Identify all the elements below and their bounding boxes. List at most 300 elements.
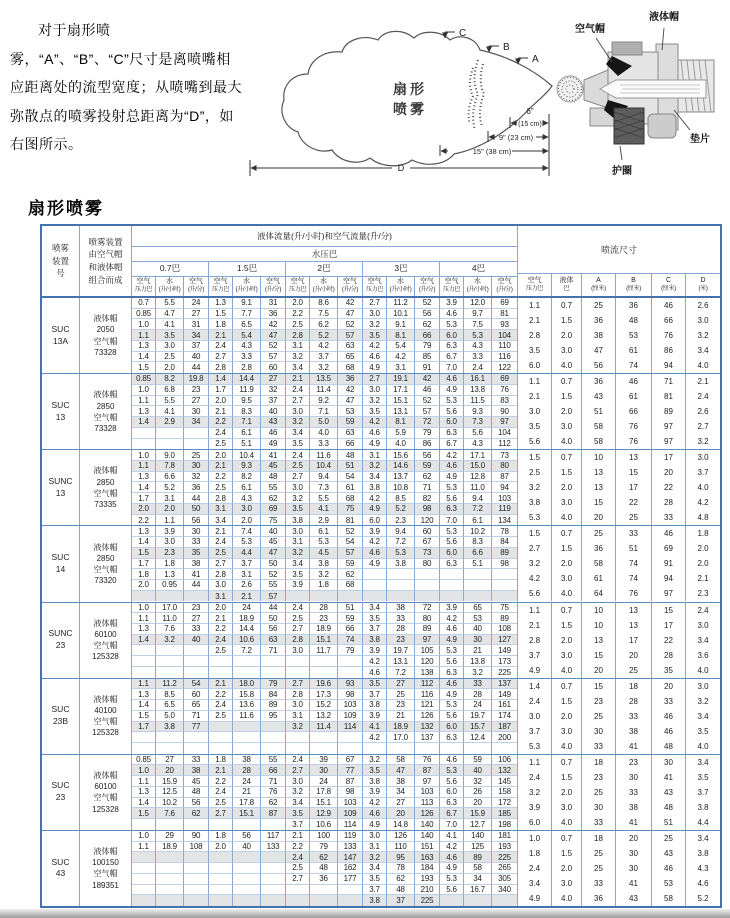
flow-subcol-header: 空气 (升/分) (415, 277, 440, 296)
flow-cell: 5.3 (233, 537, 261, 548)
flow-cell: 3.9 (440, 298, 464, 309)
jet-cell: 25 (582, 846, 616, 861)
flow-cell: 90 (492, 406, 517, 417)
jet-size-grid (517, 831, 720, 906)
flow-cell: 1.1 (132, 330, 156, 341)
flow-cell (261, 667, 286, 678)
device-number: SUC 13A (42, 298, 80, 373)
flow-cell (132, 656, 156, 667)
flow-cell (209, 722, 233, 733)
jet-cell: 2.4 (518, 861, 552, 876)
flow-cell: 23 (387, 700, 415, 711)
flow-cell: 13.1 (387, 656, 415, 667)
jet-cell: 13 (582, 633, 616, 648)
flow-cell: 13.5 (310, 374, 338, 385)
flow-cell: 18.9 (387, 722, 415, 733)
jet-cell: 3.2 (518, 556, 552, 571)
flow-cell: 38 (184, 765, 209, 776)
flow-cell: 3.4 (363, 472, 387, 483)
jet-cell: 58 (652, 891, 686, 906)
flow-cell: 27 (156, 755, 184, 766)
flow-cell: 1.3 (132, 472, 156, 483)
flow-cell: 158 (492, 787, 517, 798)
flow-cell: 3.5 (286, 808, 310, 819)
jet-cell: 30 (616, 861, 652, 876)
flow-cell: 20 (156, 765, 184, 776)
flow-cell: 2.1 (209, 679, 233, 690)
flow-cell: 42 (261, 319, 286, 330)
flow-cell: 3.4 (286, 798, 310, 809)
flow-cell: 8.1 (387, 330, 415, 341)
jet-cell: 3.4 (518, 876, 552, 891)
jet-cell: 3.8 (697, 802, 709, 812)
flow-cell: 59 (338, 613, 363, 624)
jet-cell: 58 (582, 556, 616, 571)
jet-cell: 4.0 (552, 891, 582, 906)
flow-cell: 48 (184, 787, 209, 798)
flow-cell: 19.1 (387, 374, 415, 385)
flow-cell: 7.7 (233, 309, 261, 320)
jet-cell: 10 (582, 618, 616, 633)
flow-cell: 80 (415, 613, 440, 624)
jet-cell: 0.7 (552, 374, 582, 389)
jet-cell: 46 (652, 861, 686, 876)
flow-cell: 62 (261, 493, 286, 504)
flow-cell: 7.0 (440, 819, 464, 830)
flow-cell: 163 (415, 852, 440, 863)
flow-cell: 1.4 (132, 482, 156, 493)
jet-cell: 3.5 (697, 726, 709, 736)
flow-cell: 2.7 (286, 624, 310, 635)
jet-cell: 3.7 (518, 648, 552, 663)
flow-cell: 1.8 (209, 831, 233, 842)
flow-header-block (132, 226, 517, 296)
flow-cell (233, 895, 261, 906)
jet-cell: 3.0 (552, 571, 582, 586)
flow-cell: 3.5 (363, 765, 387, 776)
flow-cell: 106 (492, 755, 517, 766)
jet-cell: 15 (582, 648, 616, 663)
jet-cell: 2.5 (518, 465, 552, 480)
flow-cell: 56 (415, 450, 440, 461)
flow-cell: 17.8 (310, 787, 338, 798)
flow-cell: 2.5 (286, 613, 310, 624)
flow-cell: 198 (498, 820, 511, 829)
flow-cell: 0.85 (132, 755, 156, 766)
flow-cell: 2.8 (233, 362, 261, 373)
spray-region-label-line1: 扇形 (393, 81, 427, 97)
jet-cell: 76 (616, 586, 652, 601)
flow-cell: 19.6 (310, 679, 338, 690)
page-title: 扇形喷雾 (28, 199, 104, 218)
flow-cell (464, 743, 492, 754)
flow-cell (363, 591, 387, 602)
flow-cell: 1.3 (132, 689, 156, 700)
jet-cell: 22 (652, 480, 686, 495)
flow-cell: 13.8 (464, 656, 492, 667)
flow-cell: 4.2 (387, 352, 415, 363)
jet-cell: 61 (616, 389, 652, 404)
flow-cell: 3.4 (286, 428, 310, 439)
jet-cell: 22 (616, 495, 652, 510)
flow-cell: 2.0 (156, 362, 184, 373)
jet-cell: 0.7 (552, 755, 582, 770)
flow-cell: 1.3 (209, 298, 233, 309)
flow-cell (132, 667, 156, 678)
flow-cell (233, 722, 261, 733)
flow-cell: 4.9 (363, 819, 387, 830)
flow-cell: 73 (415, 548, 440, 559)
flow-cell: 7.1 (233, 417, 261, 428)
flow-cell: 44 (261, 603, 286, 614)
flow-cell: 3.4 (286, 362, 310, 373)
jet-cell: 23 (582, 694, 616, 709)
flow-cell (492, 580, 517, 591)
flow-cell: 54 (338, 537, 363, 548)
jet-cell: 1.5 (552, 770, 582, 785)
flow-cell: 1.8 (209, 319, 233, 330)
flow-cell: 4.9 (440, 385, 464, 396)
flow-cell (338, 656, 363, 667)
flow-cell: 8.3 (464, 537, 492, 548)
flow-cell (233, 667, 261, 678)
jet-cell: 5.2 (697, 893, 709, 903)
flow-cell: 46 (261, 428, 286, 439)
spray-device-group (42, 298, 720, 374)
flow-cell: 81 (492, 309, 517, 320)
flow-cell (132, 863, 156, 874)
flow-cell: 6.0 (440, 722, 464, 733)
jet-cell: 30 (616, 846, 652, 861)
jet-size-grid (517, 374, 720, 449)
flow-cell (310, 885, 338, 896)
flow-cell: 184 (415, 863, 440, 874)
jet-cell: 3.8 (518, 495, 552, 510)
jet-cell: 1.8 (518, 846, 552, 861)
flow-cell: 95 (261, 711, 286, 722)
spray-cloud-outline (282, 31, 552, 165)
jet-cell: 2.0 (552, 709, 582, 724)
flow-cell: 5.5 (156, 396, 184, 407)
flow-cell: 3.9 (156, 526, 184, 537)
flow-cell (310, 667, 338, 678)
flow-cell: 3.0 (363, 309, 387, 320)
flow-cell (233, 656, 261, 667)
jet-cell: 4.6 (697, 878, 709, 888)
jet-cell: 1.5 (552, 465, 582, 480)
flow-cell: 57 (415, 406, 440, 417)
flow-cell: 6.7 (440, 808, 464, 819)
flow-cell: 0.95 (156, 580, 184, 591)
flow-cell: 45 (261, 537, 286, 548)
flow-cell: 87 (415, 765, 440, 776)
flow-cell: 68 (338, 362, 363, 373)
flow-cell: 225 (492, 852, 517, 863)
flow-cell: 104 (492, 330, 517, 341)
flow-cell: 2.5 (209, 439, 233, 450)
jet-cell: 13 (616, 618, 652, 633)
jet-cell: 1.0 (518, 831, 552, 846)
flow-cell: 3.2 (310, 362, 338, 373)
device-number: SUC 43 (42, 831, 80, 906)
flow-cell: 80 (415, 559, 440, 570)
flow-cell: 68 (338, 580, 363, 591)
jet-cell: 4.0 (552, 586, 582, 601)
flow-cell: 4.2 (440, 450, 464, 461)
flow-cell: 56 (261, 624, 286, 635)
flow-cell: 4.9 (440, 472, 464, 483)
flow-cell: 3.3 (464, 352, 492, 363)
flow-cell: 85 (415, 352, 440, 363)
flow-cell: 56 (184, 798, 209, 809)
flow-cell: 138 (415, 667, 440, 678)
flow-cell: 132 (492, 765, 517, 776)
flow-cell: 5.1 (233, 439, 261, 450)
flow-grid (132, 298, 517, 373)
flow-cell: 0.85 (132, 374, 156, 385)
flow-cell: 3.2 (310, 569, 338, 580)
jet-cell: 76 (652, 328, 686, 343)
flow-cell: 2.1 (209, 406, 233, 417)
dim-15cm-label: (15 cm) (518, 121, 542, 128)
flow-cell: 3.0 (363, 385, 387, 396)
flow-cell: 3.8 (156, 722, 184, 733)
flow-cell: 58 (464, 863, 492, 874)
flow-cell: 10.4 (233, 450, 261, 461)
jet-cell: 71 (652, 374, 686, 389)
flow-cell: 108 (184, 842, 209, 853)
cap-assembly: 液体帽 2850 空气帽 73328 (80, 374, 132, 449)
flow-cell: 4.6 (363, 667, 387, 678)
flow-cell: 4.6 (440, 679, 464, 690)
flow-cell: 15.1 (310, 635, 338, 646)
jet-cell: 4.2 (518, 571, 552, 586)
flow-cell: 7.6 (156, 624, 184, 635)
jet-cell: 3.5 (518, 419, 552, 434)
flow-cell: 97 (492, 417, 517, 428)
flow-subcol-header: 空气 (升/分) (261, 277, 286, 296)
flow-cell (132, 874, 156, 885)
flow-cell: 5.3 (310, 537, 338, 548)
flow-cell: 87 (261, 808, 286, 819)
flow-cell (286, 895, 310, 906)
flow-cell: 2.0 (209, 842, 233, 853)
flow-cell: 15.6 (387, 450, 415, 461)
flow-cell: 5.4 (233, 330, 261, 341)
flow-cell: 4.7 (156, 309, 184, 320)
flow-cell: 1.1 (132, 842, 156, 853)
flow-cell: 91 (415, 362, 440, 373)
flow-cell: 2.7 (363, 298, 387, 309)
jet-cell: 64 (582, 586, 616, 601)
flow-cell: 1.3 (132, 624, 156, 635)
flow-cell: 149 (492, 645, 517, 656)
flow-cell: 33 (184, 755, 209, 766)
flow-cell: 6.0 (440, 330, 464, 341)
flow-cell: 3.1 (286, 537, 310, 548)
flow-cell: 11.9 (233, 385, 261, 396)
flow-cell: 13.7 (387, 472, 415, 483)
jet-cell: 3.0 (552, 876, 582, 891)
flow-cell: 3.5 (363, 330, 387, 341)
flow-cell (464, 580, 492, 591)
jet-cell: 0.7 (552, 298, 582, 313)
flow-cell: 71 (261, 776, 286, 787)
flow-cell: 1.7 (132, 493, 156, 504)
flow-cell: 2.0 (233, 515, 261, 526)
flow-cell (440, 580, 464, 591)
flow-cell (156, 428, 184, 439)
flow-cell: 65 (184, 700, 209, 711)
flow-cell (184, 656, 209, 667)
flow-cell: 11.6 (310, 450, 338, 461)
jet-cell: 58 (582, 434, 616, 449)
jet-cell: 15 (582, 679, 616, 694)
flow-cell (156, 885, 184, 896)
jet-cell: 51 (582, 404, 616, 419)
jet-cell: 3.7 (518, 724, 552, 739)
jet-cell: 28 (652, 648, 686, 663)
flow-cell: 1.3 (132, 787, 156, 798)
jet-cell: 23 (582, 770, 616, 785)
flow-cell: 133 (261, 842, 286, 853)
jet-cell: 20 (616, 831, 652, 846)
flow-cell (233, 743, 261, 754)
flow-cell: 18.9 (156, 842, 184, 853)
flow-cell: 3.4 (209, 515, 233, 526)
jet-cell: 3.0 (697, 681, 709, 691)
jet-cell: 41 (616, 876, 652, 891)
flow-cell: 2.1 (209, 526, 233, 537)
jet-size-grid (517, 526, 720, 601)
flow-cell: 2.4 (209, 341, 233, 352)
flow-cell: 3.5 (156, 330, 184, 341)
jet-cell: 46 (652, 724, 686, 739)
flow-cell: 2.5 (286, 319, 310, 330)
flow-cell: 3.0 (156, 341, 184, 352)
flow-cell (184, 428, 209, 439)
flow-cell: 3.2 (286, 493, 310, 504)
pressure-group-row (132, 262, 517, 277)
flow-cell: 8.5 (156, 689, 184, 700)
jet-cell: 3.0 (518, 709, 552, 724)
flow-cell: 5.9 (387, 428, 415, 439)
flow-cell: 1.4 (132, 635, 156, 646)
flow-cell: 4.2 (363, 732, 387, 743)
jet-cell: 30 (582, 724, 616, 739)
flow-subcol-header: 水 (升/小时) (233, 277, 261, 296)
flow-cell: 69 (261, 504, 286, 515)
flow-cell: 12.9 (310, 808, 338, 819)
flow-cell: 11.5 (464, 396, 492, 407)
flow-cell: 6.0 (440, 787, 464, 798)
flow-cell (338, 895, 363, 906)
flow-cell: 15.1 (387, 396, 415, 407)
flow-cell: 73 (492, 450, 517, 461)
flow-cell: 9.0 (156, 450, 184, 461)
flow-cell: 69 (492, 298, 517, 309)
jet-cell: 5.3 (518, 739, 552, 754)
flow-cell: 47 (338, 396, 363, 407)
flow-cell: 43 (261, 417, 286, 428)
flow-cell: 3.5 (286, 439, 310, 450)
flow-cell: 79 (415, 428, 440, 439)
flow-cell: 40 (464, 624, 492, 635)
flow-cell: 2.8 (209, 493, 233, 504)
flow-cell (310, 895, 338, 906)
flow-cell: 3.8 (363, 895, 387, 906)
jet-cell: 94 (652, 358, 686, 373)
flow-cell: 89 (492, 548, 517, 559)
flow-cell: 4.2 (440, 613, 464, 624)
flow-cell: 18.0 (233, 679, 261, 690)
flow-cell (209, 743, 233, 754)
flow-cell: 5.6 (440, 656, 464, 667)
flow-cell: 6.2 (310, 319, 338, 330)
flow-cell: 4.2 (363, 537, 387, 548)
flow-cell: 71 (261, 645, 286, 656)
flow-cell: 4.6 (440, 852, 464, 863)
flow-cell: 38 (387, 776, 415, 787)
flow-cell: 15.8 (233, 689, 261, 700)
flow-cell: 60 (184, 689, 209, 700)
flow-cell (156, 743, 184, 754)
flow-cell: 3.4 (363, 863, 387, 874)
flow-cell: 2.4 (209, 700, 233, 711)
flow-cell: 5.6 (464, 428, 492, 439)
flow-cell: 1.1 (132, 776, 156, 787)
flow-cell: 38 (233, 755, 261, 766)
flow-cell: 54 (338, 472, 363, 483)
flow-cell: 119 (338, 831, 363, 842)
flow-cell (184, 852, 209, 863)
flow-cell: 98 (338, 689, 363, 700)
jet-cell: 2.6 (697, 301, 709, 310)
flow-cell: 7.2 (387, 667, 415, 678)
jet-subcol-header: B (厘米) (616, 274, 652, 296)
flow-cell: 7.4 (233, 526, 261, 537)
jet-cell: 51 (616, 541, 652, 556)
flow-cell: 90 (184, 831, 209, 842)
flow-cell: 1.3 (156, 569, 184, 580)
flow-cell: 3.9 (363, 711, 387, 722)
flow-cell: 103 (338, 798, 363, 809)
flow-cell: 8.2 (233, 472, 261, 483)
flow-cell: 47 (338, 309, 363, 320)
flow-cell (415, 580, 440, 591)
spray-device-group (42, 679, 720, 755)
flow-cell: 28 (310, 603, 338, 614)
flow-cell: 13.6 (233, 700, 261, 711)
flow-subcol-header: 空气 (升/分) (496, 278, 513, 294)
flow-cell: 98 (492, 559, 517, 570)
flow-cell (363, 743, 387, 754)
flow-cell: 71 (415, 482, 440, 493)
jet-cell: 2.0 (552, 633, 582, 648)
jet-cell: 33 (582, 739, 616, 754)
flow-cell (156, 863, 184, 874)
jet-cell: 47 (582, 343, 616, 358)
flow-cell: 63 (338, 341, 363, 352)
flow-cell: 52 (261, 341, 286, 352)
jet-cell: 76 (616, 434, 652, 449)
flow-cell: 7.3 (464, 417, 492, 428)
gasket-label: 垫片 (690, 134, 710, 145)
flow-cell: 3.5 (363, 613, 387, 624)
flow-cell: 104 (492, 428, 517, 439)
flow-cell: 2.2 (209, 624, 233, 635)
flow-cell: 15.9 (464, 808, 492, 819)
